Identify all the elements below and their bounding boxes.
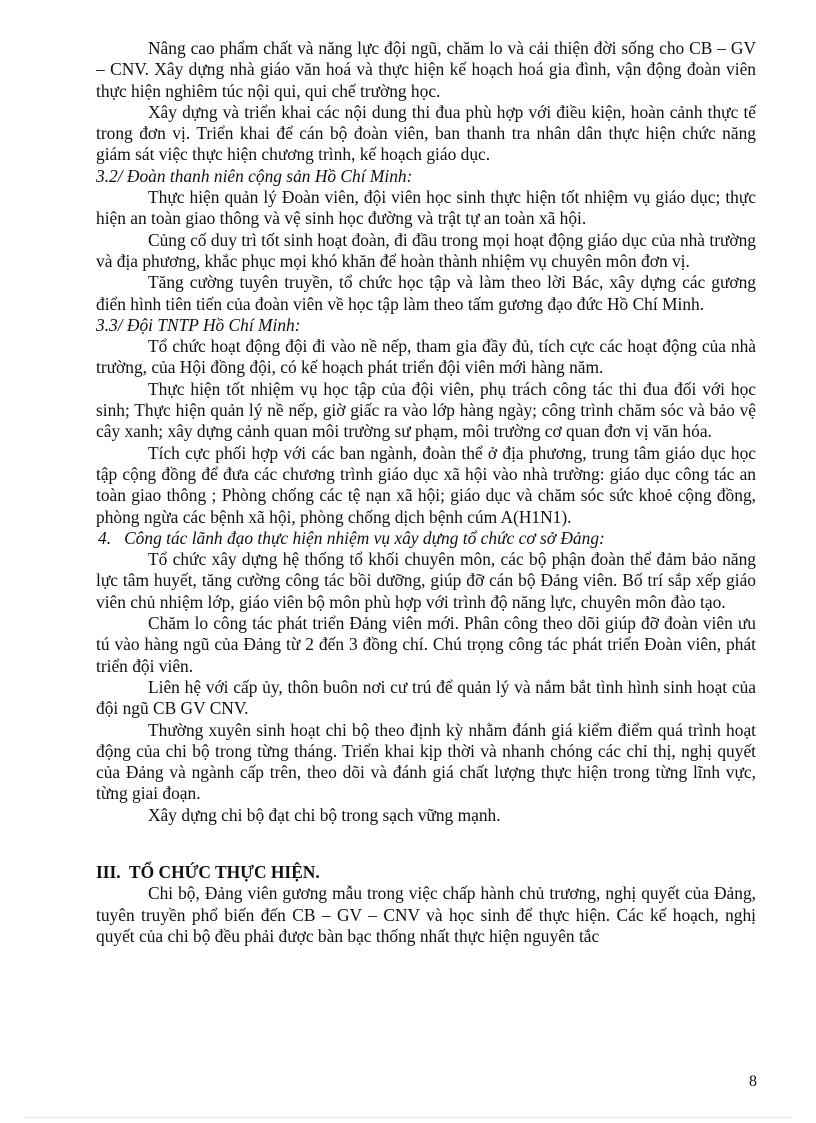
paragraph: Tổ chức hoạt động đội đi vào nề nếp, tham gia đầy đủ, tích cực các hoạt động của nhà trường, của Hội đồng đội, có kế hoạch phát triển đội viên mới hàng năm. — [96, 336, 756, 378]
section-heading-3-3: 3.3/ Đội TNTP Hồ Chí Minh: — [96, 314, 301, 335]
page-number: 8 — [749, 1073, 757, 1090]
section-heading-3-2: 3.2/ Đoàn thanh niên cộng sản Hồ Chí Minh: — [96, 165, 413, 186]
paragraph: Thường xuyên sinh hoạt chi bộ theo định kỳ nhằm đánh giá kiểm điểm quá trình hoạt động của chi bộ trong từng tháng. Triển khai kịp thời và nhanh chóng các chỉ thị, nghị quyết của Đảng và ngành cấp trên, theo dõi và đánh giá chất lượng thực hiện trong từng lĩnh vực, từng giai đoạn. — [96, 719, 756, 804]
paragraph: Chăm lo công tác phát triển Đảng viên mới. Phân công theo dõi giúp đỡ đoàn viên ưu tú vào hàng ngũ của Đảng từ 2 đến 3 đồng chí. Chú trọng công tác phát triển Đoàn viên, phát triển đội viên. — [96, 613, 756, 676]
page-bottom-divider — [24, 1117, 792, 1118]
paragraph: Liên hệ với cấp ủy, thôn buôn nơi cư trú để quản lý và nắm bắt tình hình sinh hoạt của đội ngũ CB GV CNV. — [96, 676, 756, 719]
paragraph: Thực hiện quản lý Đoàn viên, đội viên học sinh thực hiện tốt nhiệm vụ giáo dục; thực hiện an toàn giao thông và vệ sinh học đường và trật tự an toàn xã hội. — [96, 187, 756, 229]
paragraph: Chi bộ, Đảng viên gương mẫu trong việc chấp hành chủ trương, nghị quyết của Đảng, tuyên truyền phổ biến đến CB – GV – CNV và học sinh để thực hiện. Các kế hoạch, nghị quyết của chi bộ đều phải được bàn bạc thống nhất thực hiện nguyên tắc — [96, 883, 756, 946]
paragraph: Tổ chức xây dựng hệ thống tổ khối chuyên môn, các bộ phận đoàn thể đảm bảo năng lực tâm huyết, tăng cường công tác bồi dưỡng, giúp đỡ cán bộ Đảng viên. Bố trí sắp xếp giáo viên chủ nhiệm lớp, giáo viên bộ môn phù hợp với trình độ năng lực, chuyên môn đào tạo. — [96, 549, 756, 612]
section-heading-4: 4. Công tác lãnh đạo thực hiện nhiệm vụ xây dựng tổ chức cơ sở Đảng: — [98, 527, 605, 548]
section-heading-iii: III. TỔ CHỨC THỰC HIỆN. — [96, 861, 320, 882]
paragraph: Tăng cường tuyên truyền, tổ chức học tập và làm theo lời Bác, xây dựng các gương điển hình tiên tiến của đoàn viên về học tập làm theo tấm gương đạo đức Hồ Chí Minh. — [96, 272, 756, 314]
paragraph: Tích cực phối hợp với các ban ngành, đoàn thể ở địa phương, trung tâm giáo dục học tập cộng đồng để đưa các chương trình giáo dục xã hội vào nhà trường: giáo dục công tác an toàn giao thông ; Phòng chống các tệ nạn xã hội; giáo dục và chăm sóc sức khoẻ cộng đồng, phòng ngừa các bệnh xã hội, phòng chống dịch bệnh cúm A(H1N1). — [96, 442, 756, 527]
paragraph: Xây dựng và triển khai các nội dung thi đua phù hợp với điều kiện, hoàn cảnh thực tế trong đơn vị. Triển khai để cán bộ đoàn viên, ban thanh tra nhân dân thực hiện chức năng giám sát việc thực hiện chương trình, kế hoạch giáo dục. — [96, 101, 756, 165]
paragraph: Củng cố duy trì tốt sinh hoạt đoàn, đi đầu trong mọi hoạt động giáo dục của nhà trường và địa phương, khắc phục mọi khó khăn để hoàn thành nhiệm vụ chuyên môn đơn vị. — [96, 229, 756, 271]
paragraph: Thực hiện tốt nhiệm vụ học tập của đội viên, phụ trách công tác thi đua đối với học sinh; Thực hiện quản lý nề nếp, giờ giấc ra vào lớp hàng ngày; công trình chăm sóc và bảo vệ cây xanh; xây dựng cảnh quan môi trường sư phạm, môi trường cơ quan đơn vị văn hóa. — [96, 378, 756, 442]
paragraph: Nâng cao phẩm chất và năng lực đội ngũ, chăm lo và cải thiện đời sống cho CB – GV – CNV. Xây dựng nhà giáo văn hoá và thực hiện kế hoạch hoá gia đình, vận động đoàn viên thực hiện nghiêm túc nội qui, qui chế trường học. — [96, 38, 756, 101]
document-page — [96, 38, 756, 947]
paragraph: Xây dựng chi bộ đạt chi bộ trong sạch vững mạnh. — [148, 804, 501, 825]
section-spacer — [96, 826, 756, 862]
